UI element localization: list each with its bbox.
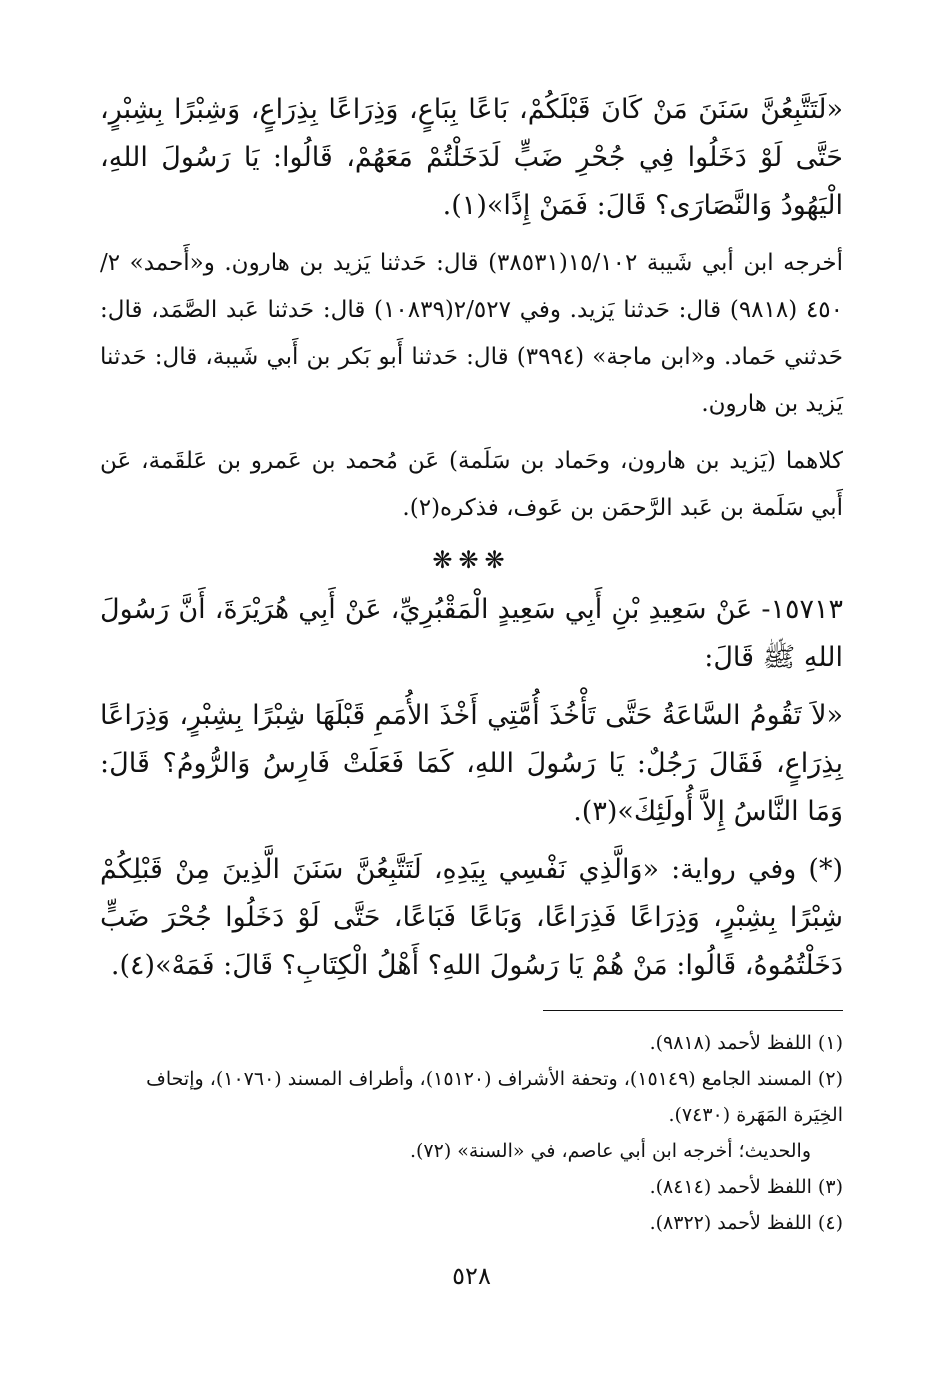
footnote-item: (٤) اللفظ لأحمد (٨٣٢٢). bbox=[649, 1212, 843, 1234]
hadith-text-paragraph: «لاَ تَقُومُ السَّاعَةُ حَتَّى تَأْخُذَ أُمَّتِي أَخْذَ الأُمَمِ قَبْلَهَا شِبْرًا بِشِبْرٍ، وَذِرَاعًا بِذِرَاعٍ، فَقَالَ رَجُلٌ: يَا رَسُولَ اللهِ، كَمَا فَعَلَتْ فَارِسُ وَالرُّومُ؟ قَالَ: وَمَا النَّاسُ إِلاَّ أُولَئِكَ»(٣). bbox=[100, 700, 843, 827]
footnote-item: (٣) اللفظ لأحمد (٨٤١٤). bbox=[649, 1176, 843, 1198]
footnote-item: والحديث؛ أخرجه ابن أبي عاصم، في «السنة» (٧٢). bbox=[409, 1140, 811, 1162]
isnad-paragraph: كلاهما (يَزيد بن هارون، وحَماد بن سَلَمة) عَن مُحمد بن عَمرو بن عَلقَمة، عَن أَبي سَلَمة بن عَبد الرَّحمَن بن عَوف، فذكره(٢). bbox=[100, 448, 843, 521]
section-separator: ❋❋❋ bbox=[432, 546, 511, 574]
footnote-item: (١) اللفظ لأحمد (٩٨١٨). bbox=[649, 1032, 843, 1054]
hadith-text-paragraph: «لَتَتَّبِعُنَّ سَنَنَ مَنْ كَانَ قَبْلَكُمْ، بَاعًا بِبَاعٍ، وَذِرَاعًا بِذِرَاعٍ، وَشِبْرًا بِشِبْرٍ، حَتَّى لَوْ دَخَلُوا فِي جُحْرِ ضَبٍّ لَدَخَلْتُمْ مَعَهُمْ، قَالُوا: يَا رَسُولَ اللهِ، الْيَهُودُ وَالنَّصَارَى؟ قَالَ: فَمَنْ إِذًا»(١). bbox=[100, 94, 843, 221]
takhrij-paragraph: أخرجه ابن أبي شَيبة ١٥/١٠٢(٣٨٥٣١) قال: حَدثنا يَزيد بن هارون. و«أَحمد» ٢/ ٤٥٠ (٩٨١٨) قال: حَدثنا يَزيد. وفي ٢/٥٢٧(١٠٨٣٩) قال: حَدثنا عَبد الصَّمَد، قال: حَدثني حَماد. و«ابن ماجة» (٣٩٩٤) قال: حَدثنا أَبو بَكر بن أَبي شَيبة، قال: حَدثنا يَزيد بن هارون. bbox=[100, 250, 843, 417]
footnote-item: (٢) المسند الجامع (١٥١٤٩)، وتحفة الأشراف (١٥١٢٠)، وأطراف المسند (١٠٧٦٠)، وإتحاف الخِيَرة المَهَرة (٧٤٣٠). bbox=[146, 1068, 843, 1126]
footnote-divider bbox=[543, 1010, 843, 1011]
footnotes bbox=[100, 1025, 843, 1241]
main-text bbox=[100, 86, 843, 1000]
riwaya-paragraph: (*) وفي رواية: «وَالَّذِي نَفْسِي بِيَدِهِ، لَتَتَّبِعُنَّ سَنَنَ الَّذِينَ مِنْ قَبْلِكُمْ شِبْرًا بِشِبْرٍ، وَذِرَاعًا فَذِرَاعًا، وَبَاعًا فَبَاعًا، حَتَّى لَوْ دَخَلُوا جُحْرَ ضَبٍّ دَخَلْتُمُوهُ، قَالُوا: مَنْ هُمْ يَا رَسُولَ اللهِ؟ أَهْلُ الْكِتَابِ؟ قَالَ: فَمَهْ»(٤). bbox=[100, 854, 843, 981]
page-number: ٥٢٨ bbox=[452, 1262, 491, 1290]
hadith-heading-paragraph: ١٥٧١٣- عَنْ سَعِيدِ بْنِ أَبِي سَعِيدٍ الْمَقْبُرِيِّ، عَنْ أَبِي هُرَيْرَةَ، أَنَّ رَسُولَ اللهِ ﷺ قَالَ: bbox=[100, 594, 843, 673]
